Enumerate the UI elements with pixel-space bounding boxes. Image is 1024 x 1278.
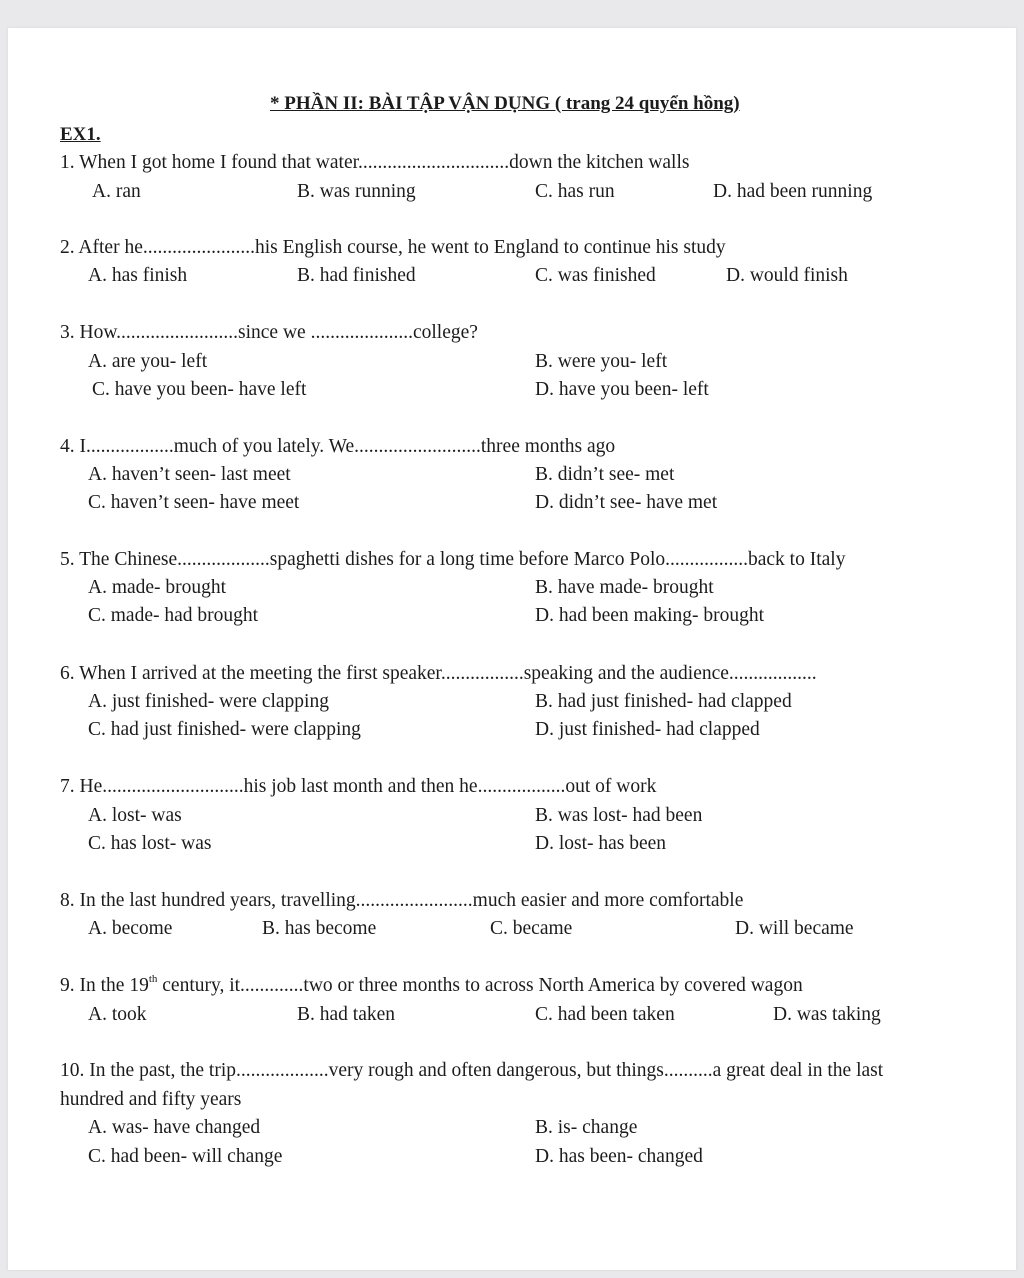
question-5: 5. The Chinese...................spaghetti dishes for a long time before Marco Polo.................back to Italy xyxy=(60,549,846,570)
q9-option-a: A. took xyxy=(88,1004,147,1025)
q8-option-b: B. has become xyxy=(262,918,377,939)
q6-option-a: A. just finished- were clapping xyxy=(88,691,329,712)
q4-option-b: B. didn’t see- met xyxy=(535,464,675,485)
q1-option-a: A. ran xyxy=(92,181,141,202)
q9-stem-suffix: century, it.............two or three months to across North America by covered wagon xyxy=(157,975,803,996)
question-8: 8. In the last hundred years, travelling........................much easier and more comfortable xyxy=(60,890,744,911)
q5-option-a: A. made- brought xyxy=(88,577,227,598)
q3-option-b: B. were you- left xyxy=(535,351,668,372)
question-4: 4. I..................much of you lately. We..........................three months ago xyxy=(60,436,616,457)
q7-option-b: B. was lost- had been xyxy=(535,805,703,826)
q3-option-d: D. have you been- left xyxy=(535,379,709,400)
q7-option-d: D. lost- has been xyxy=(535,833,667,854)
q2-option-a: A. has finish xyxy=(88,265,188,286)
question-10-line-2: hundred and fifty years xyxy=(60,1089,242,1110)
q2-option-c: C. was finished xyxy=(535,265,656,286)
q8-option-d: D. will became xyxy=(735,918,854,939)
question-2: 2. After he.......................his English course, he went to England to continue his study xyxy=(60,237,726,258)
q1-option-b: B. was running xyxy=(297,181,416,202)
q10-option-b: B. is- change xyxy=(535,1117,638,1138)
q9-superscript: th xyxy=(148,973,158,985)
q9-option-b: B. had taken xyxy=(297,1004,396,1025)
q9-option-d: D. was taking xyxy=(773,1004,881,1025)
q3-option-a: A. are you- left xyxy=(88,351,208,372)
question-3: 3. How.........................since we .....................college? xyxy=(60,322,478,343)
question-6: 6. When I arrived at the meeting the first speaker.................speaking and the audience.................. xyxy=(60,663,817,684)
q3-option-c: C. have you been- have left xyxy=(92,379,307,400)
q4-option-d: D. didn’t see- have met xyxy=(535,492,718,513)
q5-option-d: D. had been making- brought xyxy=(535,605,765,626)
exercise-label: EX1. xyxy=(60,124,101,145)
q6-option-d: D. just finished- had clapped xyxy=(535,719,760,740)
q7-option-a: A. lost- was xyxy=(88,805,182,826)
q10-option-d: D. has been- changed xyxy=(535,1146,703,1167)
q10-option-c: C. had been- will change xyxy=(88,1146,283,1167)
q1-option-d: D. had been running xyxy=(713,181,873,202)
question-9 xyxy=(60,975,803,997)
q4-option-c: C. haven’t seen- have meet xyxy=(88,492,300,513)
q10-option-a: A. was- have changed xyxy=(88,1117,261,1138)
q2-option-b: B. had finished xyxy=(297,265,416,286)
question-1: 1. When I got home I found that water...............................down the kitchen walls xyxy=(60,152,690,173)
q6-option-b: B. had just finished- had clapped xyxy=(535,691,792,712)
q6-option-c: C. had just finished- were clapping xyxy=(88,719,361,740)
q8-option-a: A. become xyxy=(88,918,173,939)
q4-option-a: A. haven’t seen- last meet xyxy=(88,464,291,485)
worksheet-page xyxy=(8,28,1016,1270)
q9-stem-prefix: 9. In the 19 xyxy=(60,975,149,996)
page-title: * PHẦN II: BÀI TẬP VẬN DỤNG ( trang 24 quyển hồng) xyxy=(270,93,740,114)
q5-option-c: C. made- had brought xyxy=(88,605,259,626)
q5-option-b: B. have made- brought xyxy=(535,577,714,598)
q8-option-c: C. became xyxy=(490,918,573,939)
question-7: 7. He.............................his job last month and then he..................out of work xyxy=(60,776,657,797)
q7-option-c: C. has lost- was xyxy=(88,833,212,854)
q9-option-c: C. had been taken xyxy=(535,1004,675,1025)
question-10-line-1: 10. In the past, the trip...................very rough and often dangerous, but things..........a great deal in the last xyxy=(60,1060,884,1081)
q2-option-d: D. would finish xyxy=(726,265,848,286)
q1-option-c: C. has run xyxy=(535,181,615,202)
